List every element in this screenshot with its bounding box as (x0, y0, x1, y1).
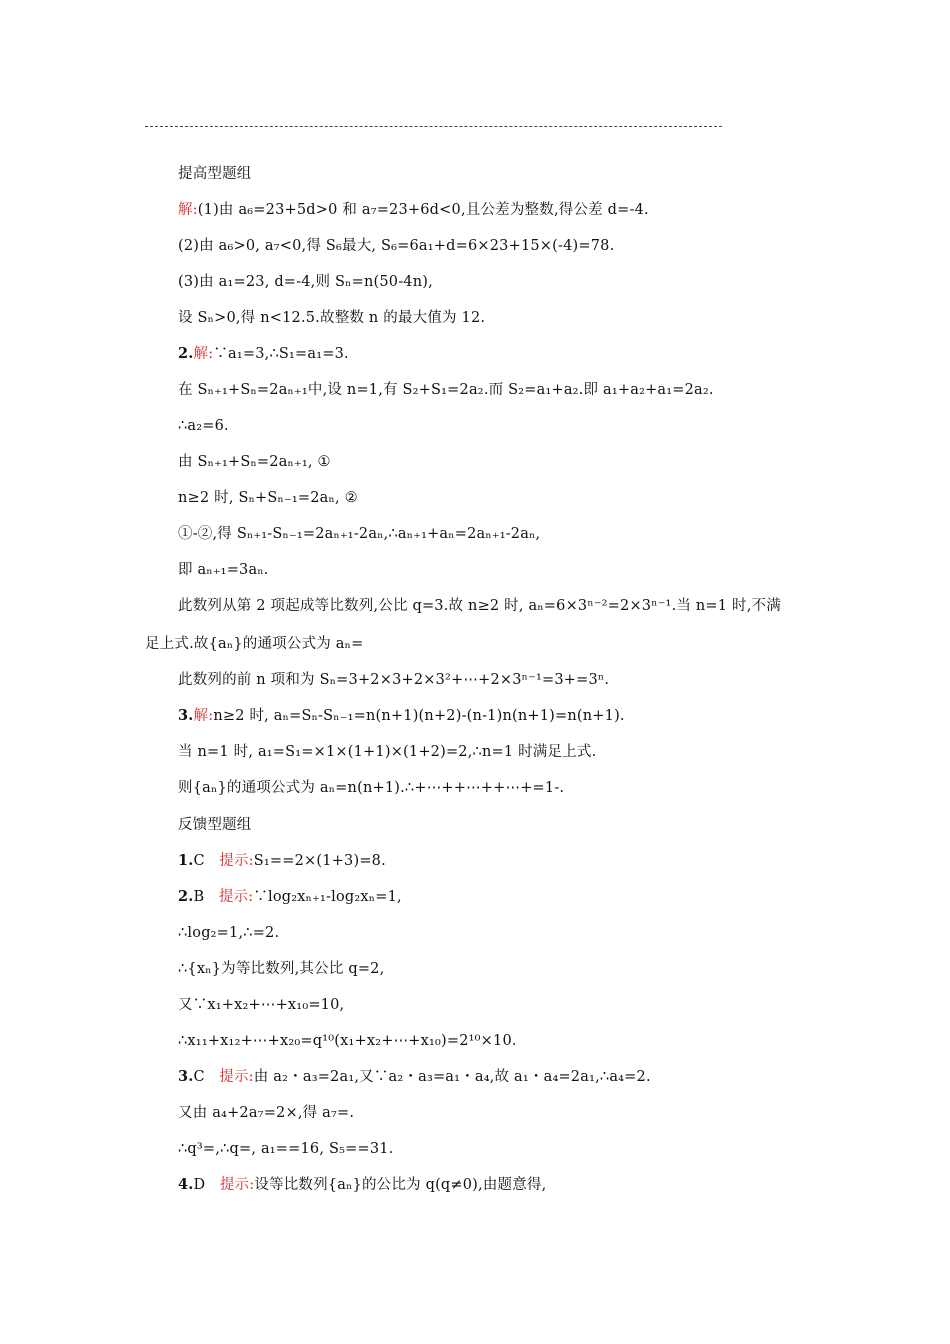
solution-2-line-3: ∴a₂=6. (178, 418, 229, 434)
feedback-3-line-3: ∴q³=,∴q=, a₁==16, S₅==31. (178, 1141, 394, 1157)
feedback-2-line-4: 又∵x₁+x₂+⋯+x₁₀=10, (178, 997, 345, 1013)
solution-2-line-7: 即 aₙ₊₁=3aₙ. (178, 562, 269, 578)
solution-3-line-2: 当 n=1 时, a₁=S₁=×1×(1+1)×(1+2)=2,∴n=1 时满足上式. (178, 744, 597, 760)
feedback-2-line-2: ∴log₂=1,∴=2. (178, 925, 280, 941)
feedback-3-line-1: 3.C 提示:由 a₂・a₃=2a₁,又∵a₂・a₃=a₁・a₄,故 a₁・a₄=2a₁,∴a₄=2. (178, 1068, 651, 1085)
solution-2-line-4: 由 Sₙ₊₁+Sₙ=2aₙ₊₁, ① (178, 454, 331, 470)
solution-1-line-2: (2)由 a₆>0, a₇<0,得 S₆最大, S₆=6a₁+d=6×23+15×(-4)=78. (178, 238, 615, 254)
solution-3-line-3: 则{aₙ}的通项公式为 aₙ=n(n+1).∴+⋯++⋯++⋯+=1-. (178, 780, 565, 796)
solution-2-line-1: 2.解:∵a₁=3,∴S₁=a₁=3. (178, 345, 349, 362)
solution-2-line-9: 足上式.故{aₙ}的通项公式为 aₙ= (145, 636, 364, 652)
feedback-2-line-3: ∴{xₙ}为等比数列,其公比 q=2, (178, 961, 385, 977)
feedback-4-line-1: 4.D 提示:设等比数列{aₙ}的公比为 q(q≠0),由题意得, (178, 1176, 547, 1193)
solution-2-line-5: n≥2 时, Sₙ+Sₙ₋₁=2aₙ, ② (178, 490, 358, 506)
header-divider (145, 126, 722, 127)
solution-1-line-4: 设 Sₙ>0,得 n<12.5.故整数 n 的最大值为 12. (178, 310, 486, 326)
solution-2-line-10: 此数列的前 n 项和为 Sₙ=3+2×3+2×3²+⋯+2×3ⁿ⁻¹=3+=3ⁿ. (178, 672, 610, 688)
feedback-1: 1.C 提示:S₁==2×(1+3)=8. (178, 852, 386, 869)
solution-3-line-1: 3.解:n≥2 时, aₙ=Sₙ-Sₙ₋₁=n(n+1)(n+2)-(n-1)n(n+1)=n(n+1). (178, 707, 625, 724)
feedback-2-line-1: 2.B 提示:∵log₂xₙ₊₁-log₂xₙ=1, (178, 888, 402, 905)
feedback-2-line-5: ∴x₁₁+x₁₂+⋯+x₂₀=q¹⁰(x₁+x₂+⋯+x₁₀)=2¹⁰×10. (178, 1033, 517, 1049)
solution-1-line-1: 解:(1)由 a₆=23+5d>0 和 a₇=23+6d<0,且公差为整数,得公差 d=-4. (178, 202, 649, 218)
solution-2-line-8: 此数列从第 2 项起成等比数列,公比 q=3.故 n≥2 时, aₙ=6×3ⁿ⁻²=2×3ⁿ⁻¹.当 n=1 时,不满 (178, 598, 781, 614)
section-heading-advanced: 提高型题组 (178, 166, 252, 182)
solution-2-line-6: ①-②,得 Sₙ₊₁-Sₙ₋₁=2aₙ₊₁-2aₙ,∴aₙ₊₁+aₙ=2aₙ₊₁-2aₙ, (178, 526, 541, 542)
section-heading-feedback: 反馈型题组 (178, 817, 252, 833)
solution-1-line-3: (3)由 a₁=23, d=-4,则 Sₙ=n(50-4n), (178, 274, 433, 290)
feedback-3-line-2: 又由 a₄+2a₇=2×,得 a₇=. (178, 1105, 355, 1121)
solution-2-line-2: 在 Sₙ₊₁+Sₙ=2aₙ₊₁中,设 n=1,有 S₂+S₁=2a₂.而 S₂=a₁+a₂.即 a₁+a₂+a₁=2a₂. (178, 382, 714, 398)
